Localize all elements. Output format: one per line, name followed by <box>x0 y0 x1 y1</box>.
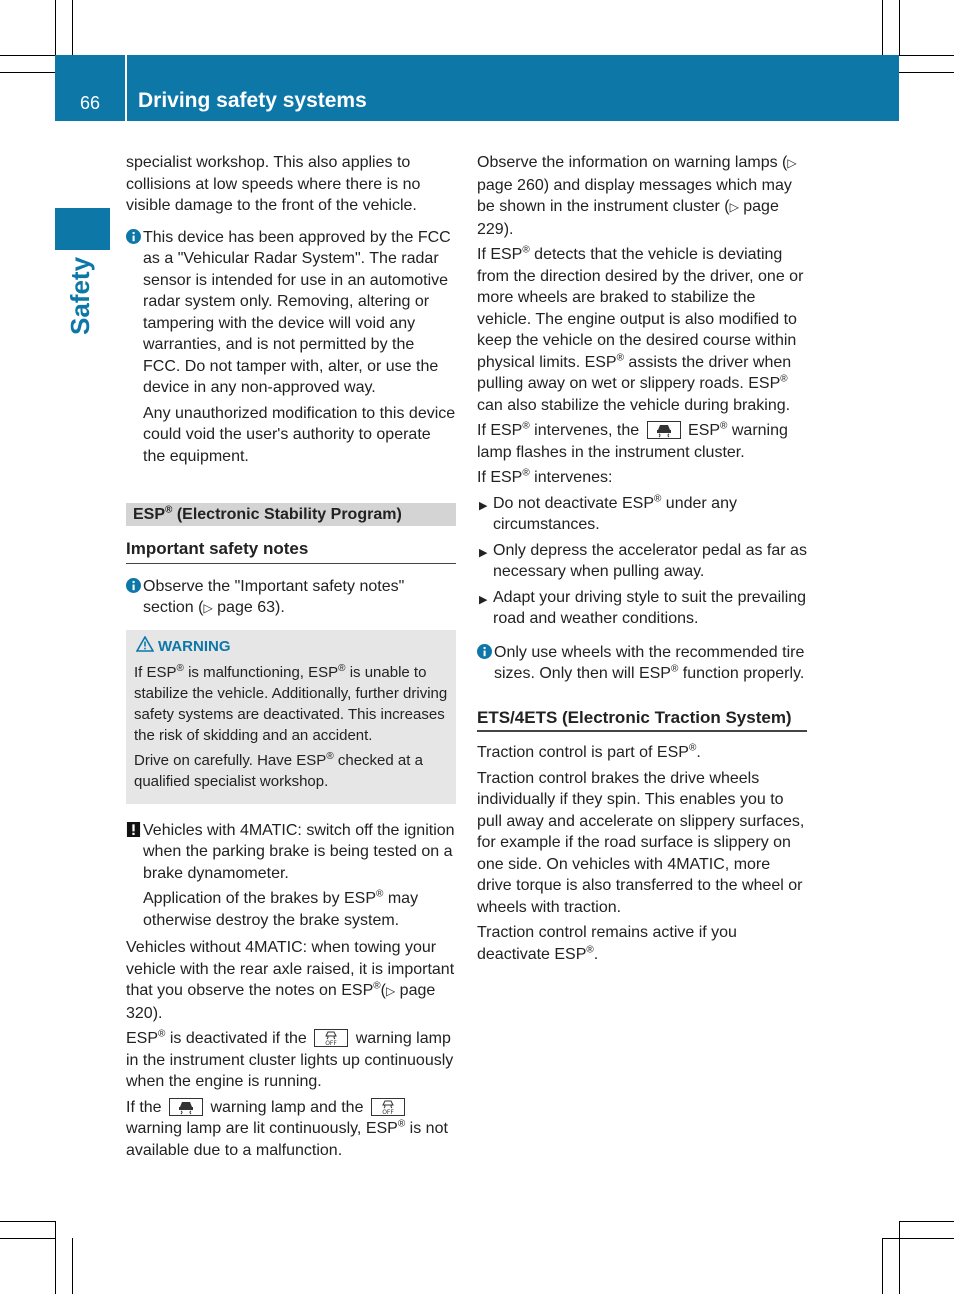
esp-warning-lamp-icon <box>169 1098 203 1116</box>
crop-mark <box>882 0 883 55</box>
right-column <box>477 152 807 969</box>
warning-title <box>158 636 448 657</box>
esp-off-warning-lamp-icon <box>371 1098 405 1116</box>
side-tab-label: Safety <box>65 256 95 335</box>
warning-text-1: If ESP® is malfunctioning, ESP® is unable to stabilize the vehicle. Additionally, further driving safety systems are deactivated. This increases the risk of skidding and an accident. <box>134 662 448 744</box>
caution-text-1: Vehicles with 4MATIC: switch off the ignition when the parking brake is being tested on a brake dynamometer. <box>143 821 455 882</box>
bullet-arrow-icon: ▶ <box>479 499 488 512</box>
esp-off-warning-lamp-icon <box>314 1029 348 1047</box>
page-title: Driving safety systems <box>138 89 367 112</box>
traction-part-paragraph: Traction control is part of ESP®. <box>477 742 701 761</box>
esp-heading-b: (Electronic Stability Program) <box>172 506 402 523</box>
bullet-arrow-icon: ▶ <box>479 546 488 559</box>
svg-text:OFF: OFF <box>325 1040 338 1046</box>
crop-mark <box>899 55 954 56</box>
warning-title-text: WARNING <box>158 637 231 655</box>
intro-paragraph: specialist workshop. This also applies to collisions at low speeds where there is no visible damage to the front of the vehicle. <box>126 154 421 214</box>
traction-active-paragraph: Traction control remains active if you deactivate ESP®. <box>477 924 737 963</box>
info-note <box>126 576 456 620</box>
towing-paragraph: Vehicles without 4MATIC: when towing your vehicle with the rear axle raised, it is important that you observe the notes on ESP®(▷ page 320). <box>126 939 455 1022</box>
crop-mark <box>899 1221 954 1222</box>
crop-mark <box>55 0 56 55</box>
info-icon <box>126 229 141 244</box>
info-note <box>126 227 456 468</box>
traction-brakes-paragraph: Traction control brakes the drive wheels individually if they spin. This enables you to pull away and accelerate on slippery surfaces, for example if the road surface is slippery on one side. On vehicles with 4MATIC, more drive torque is also transferred to the wheel or wheels with traction. <box>477 769 805 916</box>
esp-heading-a: ESP <box>133 506 166 523</box>
crop-mark <box>899 72 954 73</box>
info-icon <box>477 644 492 659</box>
registered-mark: ® <box>165 504 173 516</box>
malfunction-paragraph: If the warning lamp and the OFF warning lamp are lit continuously, ESP® is not available due to a malfunction. <box>126 1098 448 1159</box>
instruction-item: ▶ Only depress the accelerator pedal as far as necessary when pulling away. <box>479 541 807 580</box>
crop-mark <box>899 0 900 55</box>
esp-intervenes-paragraph: If ESP® intervenes, the ESP® warning lamp flashes in the instrument cluster. <box>477 420 788 461</box>
page-number: 66 <box>79 93 101 113</box>
page-ref-icon: ▷ <box>787 156 797 170</box>
bullet-arrow-icon: ▶ <box>479 593 488 606</box>
info-icon <box>126 578 141 593</box>
crop-mark <box>0 72 55 73</box>
esp-detects-paragraph: If ESP® detects that the vehicle is deviating from the direction desired by the driver, one or more wheels are braked to stabilize the vehicle. The engine output is also modified to keep the vehicle on the desired course within physical limits. ESP® assists the driver when pulling away on wet or slippery roads. ESP® can also stabilize the vehicle during braking. <box>477 244 804 414</box>
left-column <box>126 152 456 1165</box>
esp-deactivated-paragraph: ESP® is deactivated if the OFF warning lamp in the instrument cluster lights up continuously when the engine is running. <box>126 1028 454 1090</box>
caution-text-2: Application of the brakes by ESP® may otherwise destroy the brake system. <box>143 888 419 929</box>
page-ref-icon: ▷ <box>385 984 396 998</box>
info-note <box>477 642 807 685</box>
esp-warning-lamp-icon <box>647 421 681 439</box>
heading-ets: ETS/4ETS (Electronic Traction System) <box>477 707 807 733</box>
warning-box <box>126 630 456 804</box>
page-header <box>55 55 899 121</box>
instruction-item: ▶ Do not deactivate ESP® under any circumstances. <box>479 493 737 533</box>
crop-mark <box>882 1238 954 1239</box>
page-ref-icon: ▷ <box>203 601 213 615</box>
if-intervenes-paragraph: If ESP® intervenes: <box>477 467 613 486</box>
crop-mark <box>882 1238 883 1294</box>
section-heading-esp <box>126 503 456 526</box>
wheels-note-text: Only use wheels with the recommended tire sizes. Only then will ESP® function properly. <box>494 643 805 682</box>
exclamation-icon <box>126 822 141 837</box>
side-tab-marker <box>55 208 110 250</box>
observe-paragraph: Observe the information on warning lamps (▷ page 260) and display messages which may be shown in the instrument cluster (▷ page 229). <box>477 154 797 238</box>
fcc-note-text: This device has been approved by the FCC as a "Vehicular Radar System". The radar sensor is intended for use in an automotive radar system only. Removing, altering or tampering with the device will void any warranties, and is not permitted by the FCC. Do not tamper with, alter, or use the device in any non-approved way. <box>143 228 451 396</box>
crop-mark <box>0 1221 55 1222</box>
page-ref-icon: ▷ <box>729 200 739 214</box>
subheading-safety-notes: Important safety notes <box>126 538 456 564</box>
caution-note <box>126 820 456 932</box>
warning-text-2: Drive on carefully. Have ESP® checked at a qualified specialist workshop. <box>134 750 423 790</box>
crop-mark <box>72 0 73 55</box>
svg-text:OFF: OFF <box>382 1108 394 1115</box>
fcc-note-text-2: Any unauthorized modification to this device could void the user's authority to operate the equipment. <box>143 404 456 465</box>
crop-mark <box>72 1238 73 1294</box>
crop-mark <box>0 55 55 56</box>
safety-note-text: Observe the "Important safety notes" section (▷ page 63). <box>143 577 405 616</box>
header-divider <box>125 55 127 121</box>
warning-triangle-icon <box>136 636 154 652</box>
crop-mark <box>0 1238 55 1239</box>
instruction-item: ▶ Adapt your driving style to suit the prevailing road and weather conditions. <box>479 588 807 627</box>
crop-mark <box>899 1221 900 1294</box>
crop-mark <box>55 1221 56 1294</box>
